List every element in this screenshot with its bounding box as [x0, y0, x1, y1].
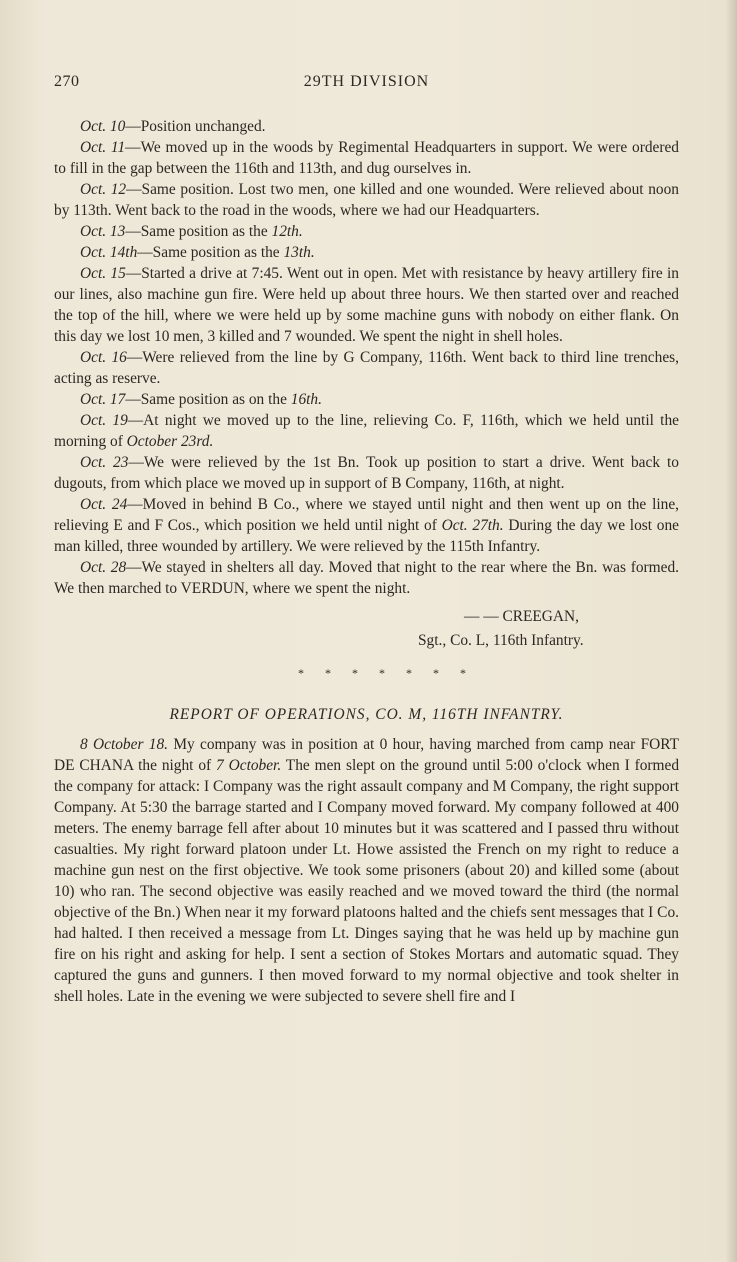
running-head: 29TH DIVISION — [303, 73, 430, 90]
entry-date: Oct. 14th — [80, 244, 138, 261]
signature-name: — — CREEGAN, — [464, 608, 580, 625]
diary-entry — [54, 221, 679, 242]
entry-date: Oct. 28 — [80, 559, 127, 576]
entry-text: —Were relieved from the line by G Company, 116th. Went back to third line trenches, acting as reserve. — [54, 349, 680, 387]
diary-entry — [54, 557, 679, 599]
diary-entry — [54, 494, 679, 557]
section-separator: * * * * * * * — [298, 666, 475, 680]
entry-date: Oct. 23 — [80, 454, 129, 471]
entry-date: Oct. 17 — [80, 391, 126, 408]
diary-entry — [54, 410, 679, 452]
signature-title: Sgt., Co. L, 116th Infantry. — [418, 632, 584, 649]
entry-text: —We moved up in the woods by Regimental Headquarters in support. We were ordered to fill in the gap between the 116th and 113th, and dug ourselves in. — [54, 139, 679, 177]
diary-entry — [54, 452, 679, 494]
entry-text: —We were relieved by the 1st Bn. Took up position to start a drive. Went back to dugouts, from which place we moved up in support of B Company, 116th, at night. — [54, 454, 679, 492]
report-heading: REPORT OF OPERATIONS, CO. M, 116TH INFANTRY. — [169, 706, 564, 723]
entry-text: —Same position. Lost two men, one killed and one wounded. Were relieved about noon by 113th. Went back to the road in the woods, where we had our Headquarters. — [54, 181, 679, 219]
diary-entry — [54, 116, 679, 137]
entry-date: Oct. 15 — [80, 265, 126, 282]
entry-italic-text: October 23rd. — [126, 433, 214, 450]
diary-entries — [54, 116, 679, 599]
page-body — [54, 116, 679, 1007]
entry-text: —Same position as on the — [125, 391, 291, 408]
page-edge-shadow — [725, 0, 737, 1262]
diary-entry — [54, 389, 679, 410]
report-text-1: My company was in position at 0 hour, having marched from camp near FORT DE CHANA the night of — [54, 736, 679, 774]
entry-date: Oct. 16 — [80, 349, 127, 366]
report-date-2: 7 October. — [216, 757, 282, 774]
entry-italic-text: Oct. 27th. — [441, 517, 504, 534]
entry-text: —Moved in behind B Co., where we stayed until night and then went up on the line, relieving E and F Cos., which position we held until night of — [54, 496, 679, 534]
report-paragraph — [54, 734, 679, 1007]
entry-text: —Started a drive at 7:45. Went out in open. Met with resistance by heavy artillery fire in our lines, also machine gun fire. Were held up about three hours. We then started over and reached the top of the hill, where we were held up by some machine guns with nobody on either flank. On this day we lost 10 men, 3 killed and 7 wounded. We spent the night in shell holes. — [54, 265, 679, 345]
diary-entry — [54, 242, 679, 263]
entry-date: Oct. 13 — [80, 223, 126, 240]
entry-text: —At night we moved up to the line, relieving Co. F, 116th, which we held until the morning of — [54, 412, 679, 450]
entry-text: —We stayed in shelters all day. Moved that night to the rear where the Bn. was formed. We then marched to VERDUN, where we spent the night. — [54, 559, 679, 597]
diary-entry — [54, 347, 679, 389]
entry-date: Oct. 19 — [80, 412, 128, 429]
entry-text: —Position unchanged. — [125, 118, 266, 135]
entry-italic-text: 13th. — [283, 244, 315, 261]
report-date: 8 October 18. — [80, 736, 168, 753]
page-number: 270 — [54, 73, 80, 90]
diary-entry — [54, 137, 679, 179]
signature-block — [54, 605, 679, 653]
entry-italic-text: 12th. — [271, 223, 303, 240]
diary-entry — [54, 263, 679, 347]
entry-text-continued: During the day we lost one man killed, three wounded by artillery. We were relieved by the 115th Infantry. — [54, 517, 679, 555]
report-text-2: The men slept on the ground until 5:00 o'clock when I formed the company for attack: I Company was the right assault company and M Company, the right support Company. At 5:30 the barrage started and I Company moved forward. My company followed at 400 meters. The enemy barrage fell after about 10 minutes but it was scattered and I passed thru without casualties. My right forward platoon under Lt. Howe assisted the French on my right to reduce a machine gun nest on the first objective. We took some prisoners (about 20) and killed some (about 10) who ran. The second objective was easily reached and we moved toward the third (the normal objective of the Bn.) When near it my forward platoons halted and the chiefs sent messages that I Co. had halted. I then received a message from Lt. Dinges saying that he was held up by machine gun fire on his right and asking for help. I sent a section of Stokes Mortars and automatic squad. They captured the guns and gunners. I then moved forward to my normal objective and took shelter in shell holes. Late in the evening we were subjected to severe shell fire and I — [54, 757, 680, 1005]
entry-italic-text: 16th. — [290, 391, 322, 408]
entry-date: Oct. 10 — [80, 118, 126, 135]
entry-text: —Same position as the — [137, 244, 284, 261]
entry-text: —Same position as the — [125, 223, 272, 240]
entry-date: Oct. 12 — [80, 181, 127, 198]
entry-date: Oct. 11 — [80, 139, 126, 156]
entry-date: Oct. 24 — [80, 496, 128, 513]
diary-entry — [54, 179, 679, 221]
page-header — [54, 73, 679, 95]
